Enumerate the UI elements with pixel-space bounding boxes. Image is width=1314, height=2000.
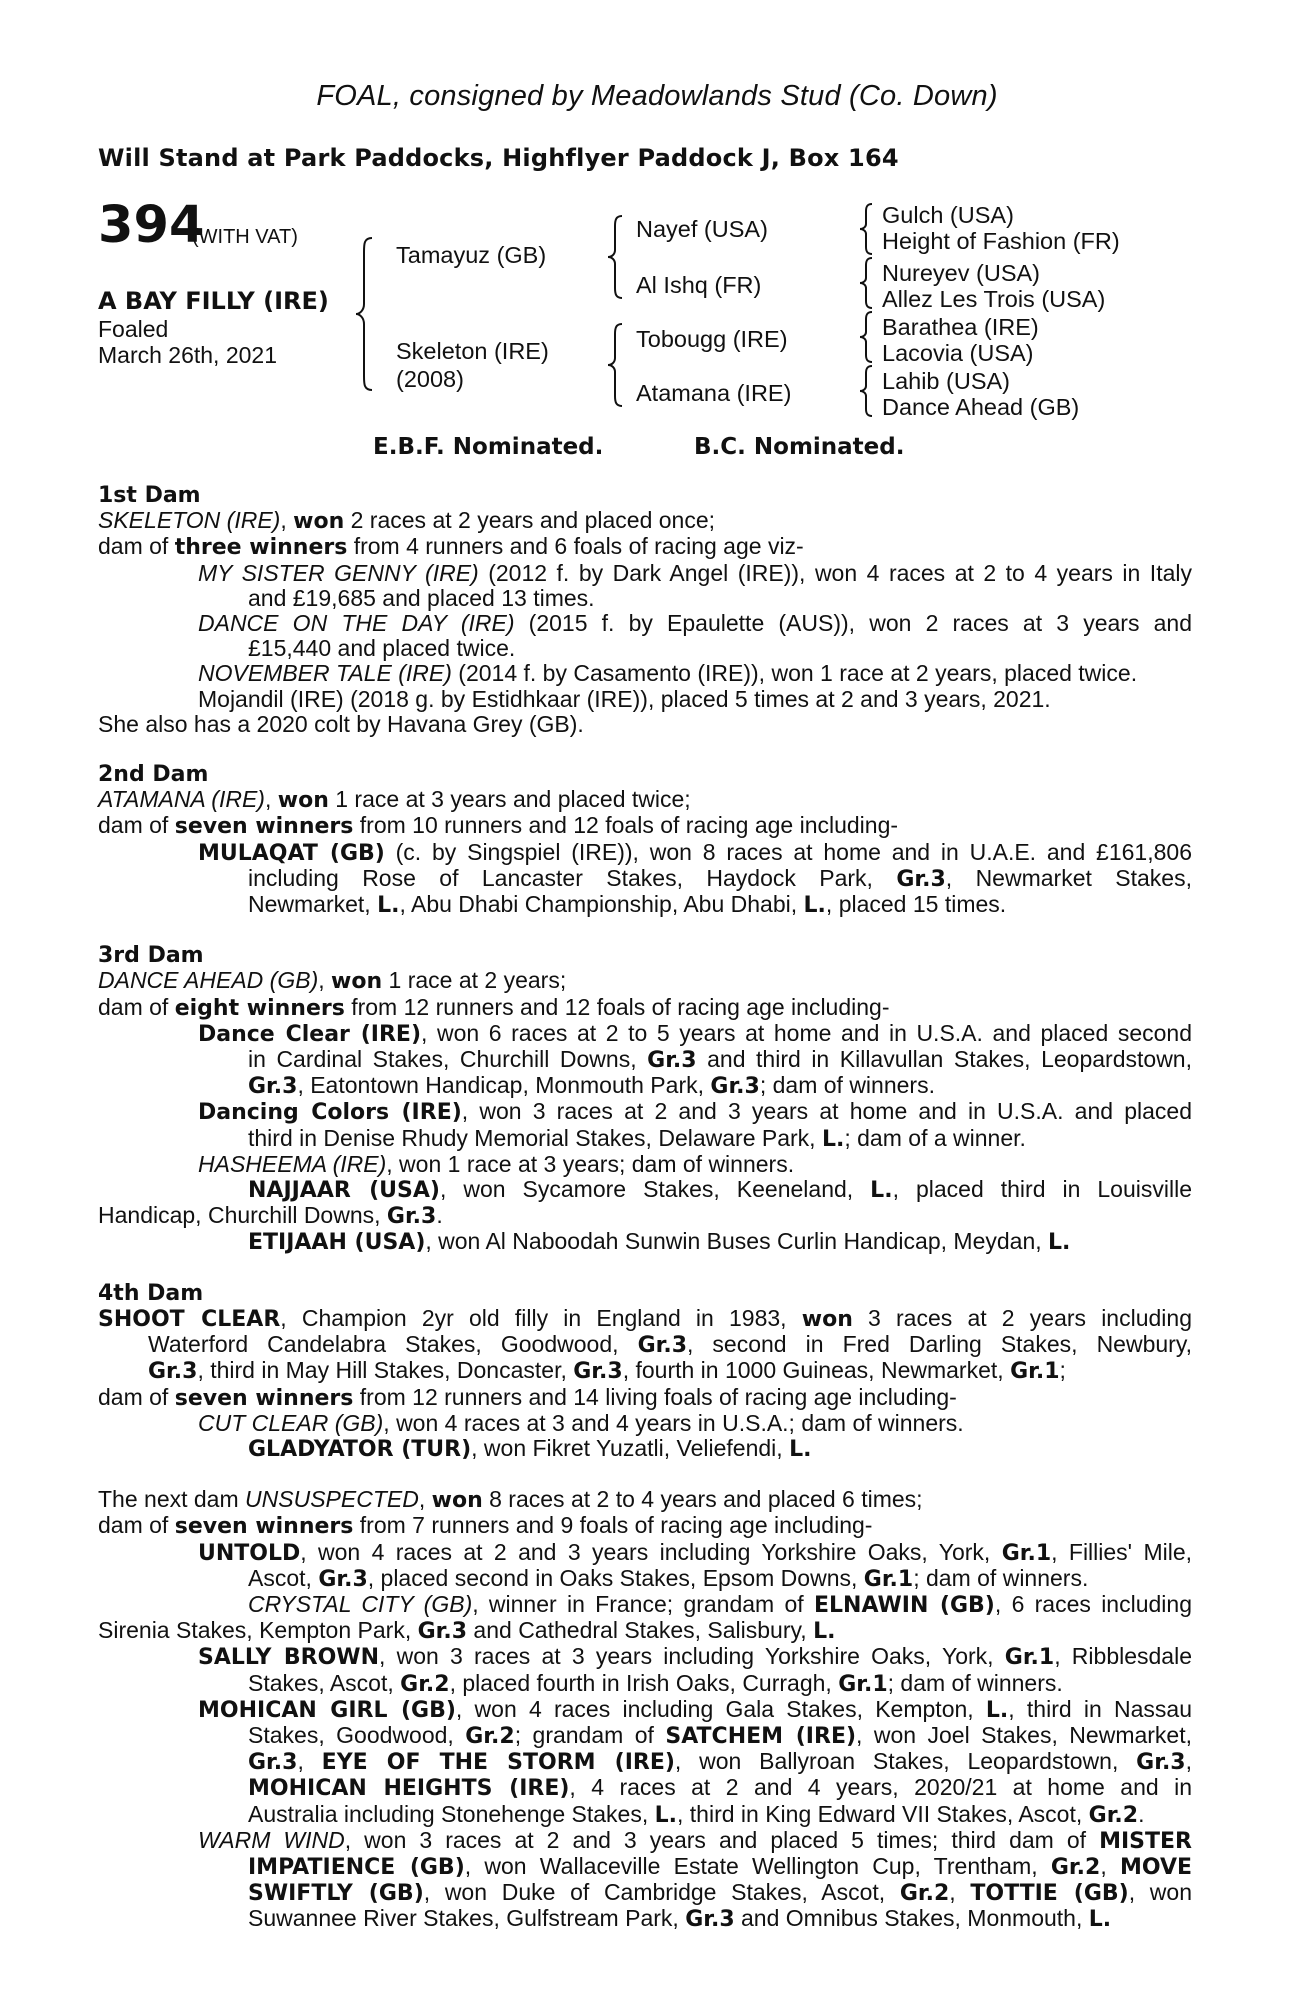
text-run: , won 4 races at 2 and 3 years including Yorkshire Oaks, York, [300,1538,1002,1565]
text-run: , won 4 races at 3 and 4 years in U.S.A.; dam of winners. [383,1409,964,1436]
section-heading: 3rd Dam [98,943,204,969]
text-run: ; grandam of [514,1721,666,1748]
record-line [98,561,1192,586]
text-run: . [1138,1800,1145,1827]
text-run: , third in May Hill Stakes, Doncaster, [197,1357,574,1384]
record-line [98,813,1192,839]
text-run: Ascot, [248,1564,319,1591]
text-run: , won Duke of Cambridge Stakes, Ascot, [423,1879,900,1906]
record-line [98,1540,1192,1566]
text-run: and Cathedral Stakes, Salisbury, [467,1617,814,1644]
text-run: , won Fikret Yuzatli, Veliefendi, [471,1434,790,1461]
text-run: dam of [98,533,175,560]
italic-text: DANCE AHEAD (GB) [98,967,319,994]
text-run: , won Sycamore Stakes, Keeneland, [439,1176,871,1203]
record-line [98,1436,1192,1462]
text-run: The next dam [98,1486,246,1513]
bold-text: won [431,1488,483,1514]
text-run: , Ribblesdale [1054,1643,1192,1670]
text-run: dam of [98,1383,175,1410]
record-line [98,840,1192,866]
pedigree-brace-g3-3 [858,310,876,364]
pedigree-brace-g3-4 [858,364,876,418]
text-run: from 12 runners and 12 foals of racing age including- [344,993,890,1020]
text-run: , placed 15 times. [825,891,1007,918]
text-run: (2012 f. by Dark Angel (IRE)), won 4 races at 2 to 4 years in Italy [478,559,1192,586]
record-line [98,1880,1192,1906]
text-run: Australia including Stonehenge Stakes, [248,1800,655,1827]
record-line [98,968,1192,994]
record-line [98,1099,1192,1125]
text-run: from 10 runners and 12 foals of racing age including- [353,812,899,839]
bold-text: Gr.1 [1010,1359,1060,1385]
pedigree-gen3-4: Allez Les Trois (USA) [882,286,1106,312]
text-run: , Newmarket Stakes, [945,864,1192,891]
pedigree-gen3-8: Dance Ahead (GB) [882,394,1080,420]
bold-text: L. [1048,1230,1071,1256]
text-run: , third in King Edward VII Stakes, Ascot, [677,1800,1089,1827]
pedigree-brace-dam [606,322,626,408]
horse-name: A BAY FILLY (IRE) [98,287,329,315]
pedigree-gen3-6: Lacovia (USA) [882,340,1034,366]
text-run: 1 race at 2 years; [382,967,567,994]
italic-text: HASHEEMA (IRE) [198,1150,387,1177]
pedigree-dam-year: (2008) [396,366,464,392]
record-line [98,1073,1192,1099]
text-run: Sirenia Stakes, Kempton Park, [98,1617,418,1644]
bold-text: ETIJAAH (USA) [248,1230,426,1256]
record-line [98,636,1192,661]
section-heading: 2nd Dam [98,762,209,788]
text-run: , fourth in 1000 Guineas, Newmarket, [622,1357,1011,1384]
bold-text: eight winners [174,995,345,1021]
bold-text: GLADYATOR (TUR) [248,1436,472,1462]
record-line [98,787,1192,813]
text-run: Suwannee River Stakes, Gulfstream Park, [248,1905,686,1932]
bold-text: IMPATIENCE (GB) [248,1854,465,1880]
text-run: ; dam of winners. [887,1669,1063,1696]
record-line [98,1723,1192,1749]
text-run: Newmarket, [248,891,378,918]
record-line [98,1385,1192,1411]
text-run: and third in Killavullan Stakes, Leopardstown, [696,1046,1192,1073]
record-line [98,1906,1192,1932]
record-line [98,892,1192,918]
bold-text: won [277,788,329,814]
record-line [98,712,1192,737]
pedigree-brace-g3-1 [858,202,876,256]
text-run: , won 4 races including Gala Stakes, Kempton, [455,1695,986,1722]
bold-text: TOTTIE (GB) [970,1881,1129,1907]
text-run: , 4 races at 2 and 4 years, 2020/21 at home and in [569,1774,1192,1801]
bold-text: seven winners [174,1385,354,1411]
foaled-date: March 26th, 2021 [98,342,278,368]
text-run: ; [1059,1357,1066,1384]
record-line [98,1126,1192,1152]
text-run: dam of [98,812,175,839]
bold-text: Gr.2 [1050,1854,1101,1880]
text-run: in Cardinal Stakes, Churchill Downs, [248,1046,648,1073]
text-run: , [418,1486,432,1513]
record-line [98,1487,1192,1513]
next-dam-section [98,1462,1192,1932]
bold-text: Gr.1 [1001,1540,1052,1566]
record-line [98,1802,1192,1828]
text-run: 8 races at 2 to 4 years and placed 6 times; [482,1486,923,1513]
text-run: £15,440 and placed twice. [248,635,516,662]
bold-text: Dancing Colors (IRE) [198,1100,462,1126]
bc-nomination: B.C. Nominated. [694,434,905,460]
bold-text: SHOOT CLEAR [98,1306,281,1332]
bold-text: SALLY BROWN [198,1645,379,1671]
italic-text: ATAMANA (IRE) [98,786,265,813]
produce-record [98,483,1192,1933]
text-run: 2 races at 2 years and placed once; [344,507,716,534]
italic-text: UNSUSPECTED [245,1486,419,1513]
pedigree-dam-sire: Tobougg (IRE) [636,326,788,352]
pedigree-brace-main [354,236,376,392]
text-run: , placed fourth in Irish Oaks, Curragh, [449,1669,839,1696]
bold-text: Gr.3 [637,1333,687,1359]
record-line [98,1592,1192,1618]
bold-text: Gr.2 [465,1723,515,1749]
text-run: Handicap, Churchill Downs, [98,1202,387,1229]
foaled-label: Foaled [98,316,169,342]
bold-text: Gr.3 [896,866,946,892]
bold-text: Gr.1 [838,1671,888,1697]
pedigree-sire-dam: Al Ishq (FR) [636,272,762,298]
text-run: , won 3 races at 2 and 3 years and placed 5 times; third dam of [344,1826,1100,1853]
bold-text: Gr.3 [248,1074,298,1100]
bold-text: EYE OF THE STORM (IRE) [321,1750,675,1776]
text-run: including Rose of Lancaster Stakes, Haydock Park, [248,864,897,891]
record-line [98,508,1192,534]
bold-text: Gr.3 [417,1619,468,1645]
text-run: Stakes, Goodwood, [248,1721,466,1748]
bold-text: won [801,1306,853,1332]
pedigree-gen3-2: Height of Fashion (FR) [882,228,1120,254]
pedigree-gen3-1: Gulch (USA) [882,202,1014,228]
text-run: dam of [98,1512,175,1539]
text-run: (2015 f. by Epaulette (AUS)), won 2 races at 3 years and [514,610,1193,637]
second-dam-section [98,737,1192,918]
record-line [98,586,1192,611]
bold-text: Gr.1 [1004,1645,1055,1671]
text-run: , Champion 2yr old filly in England in 1983, [280,1304,802,1331]
bold-text: three winners [174,535,348,561]
text-run: from 4 runners and 6 foals of racing age viz- [347,533,804,560]
pedigree-sire-sire: Nayef (USA) [636,216,768,242]
text-run: and £19,685 and placed 13 times. [248,584,595,611]
record-line [98,1229,1192,1255]
text-run: , [318,967,332,994]
text-run: , won [1128,1879,1192,1906]
bold-text: Gr.3 [1136,1750,1186,1776]
text-run: ; dam of winners. [759,1072,935,1099]
section-heading: 1st Dam [98,483,201,508]
record-line [98,1021,1192,1047]
bold-text: L. [1088,1907,1112,1933]
text-run: , 6 races including [994,1590,1192,1617]
text-run: , Eatontown Handicap, Monmouth Park, [297,1072,711,1099]
text-run: , [280,507,294,534]
pedigree-brace-sire [606,214,626,300]
record-line [98,534,1192,560]
pedigree-dam-dam: Atamana (IRE) [636,380,792,406]
pedigree-gen3-3: Nureyev (USA) [882,260,1041,286]
first-dam-section [98,483,1192,737]
record-line [98,1566,1192,1592]
text-run: (2014 f. by Casamento (IRE)), won 1 race at 2 years, placed twice. [451,660,1138,687]
italic-text: WARM WIND [198,1826,345,1853]
text-run: , [949,1879,971,1906]
pedigree-gen3-7: Lahib (USA) [882,368,1010,394]
record-line [98,661,1192,686]
bold-text: Gr.3 [573,1359,623,1385]
record-line [98,1618,1192,1644]
bold-text: Gr.3 [647,1048,697,1074]
text-run: 3 races at 2 years including [852,1304,1192,1331]
text-run: Waterford Candelabra Stakes, Goodwood, [148,1331,638,1358]
bold-text: SWIFTLY (GB) [248,1881,424,1907]
bold-text: MOVE [1119,1854,1193,1880]
bold-text: ELNAWIN (GB) [814,1592,995,1618]
bold-text: MULAQAT (GB) [198,840,385,866]
text-run: , won 3 races at 2 and 3 years at home and in U.S.A. and placed [461,1098,1192,1125]
bold-text: NAJJAAR (USA) [248,1178,440,1204]
bold-text: L. [821,1126,845,1152]
text-run: , second in Fred Darling Stakes, Newbury, [687,1331,1193,1358]
bold-text: Gr.1 [863,1566,914,1592]
bold-text: Gr.2 [1088,1802,1139,1828]
pedigree-brace-g3-2 [858,256,876,310]
bold-text: L. [985,1697,1009,1723]
bold-text: Gr.3 [248,1750,298,1776]
location-line: Will Stand at Park Paddocks, Highflyer Paddock J, Box 164 [98,144,899,172]
bold-text: L. [870,1178,893,1204]
text-run: Stakes, Ascot, [248,1669,401,1696]
text-run: , [264,786,278,813]
bold-text: L. [654,1802,677,1828]
bold-text: won [331,969,383,995]
record-line [98,1671,1192,1697]
bold-text: L. [813,1619,836,1645]
bold-text: MOHICAN HEIGHTS (IRE) [248,1776,570,1802]
record-line [98,1306,1192,1332]
record-line [98,1358,1192,1384]
text-run: , placed third in Louisville [892,1176,1193,1203]
text-run: , won Al Naboodah Sunwin Buses Curlin Handicap, Meydan, [425,1228,1049,1255]
bold-text: L. [789,1436,812,1462]
bold-text: MISTER [1099,1828,1192,1854]
italic-text: DANCE ON THE DAY (IRE) [198,610,515,637]
bold-text: L. [803,893,826,919]
text-run: , third in Nassau [1008,1695,1193,1722]
italic-text: NOVEMBER TALE (IRE) [198,660,452,687]
text-run: dam of [98,993,175,1020]
bold-text: seven winners [174,1514,354,1540]
bold-text: Dance Clear (IRE) [198,1021,422,1047]
text-run: (c. by Singspiel (IRE)), won 8 races at home and in U.A.E. and £161,806 [384,838,1192,865]
record-line [98,1775,1192,1801]
record-line [98,1047,1192,1073]
text-run: . [436,1202,443,1229]
italic-text: CRYSTAL CITY (GB) [248,1590,473,1617]
text-run: from 7 runners and 9 foals of racing age including- [353,1512,873,1539]
text-run: , Fillies' Mile, [1051,1538,1193,1565]
bold-text: Gr.2 [400,1671,450,1697]
text-run: , won Ballyroan Stakes, Leopardstown, [674,1748,1137,1775]
italic-text: CUT CLEAR (GB) [198,1409,384,1436]
text-run: , won Joel Stakes, Newmarket, [856,1721,1193,1748]
bold-text: L. [377,893,400,919]
bold-text: Gr.3 [710,1074,760,1100]
record-line [98,687,1192,712]
text-run: , winner in France; grandam of [472,1590,814,1617]
vat-label: (WITH VAT) [192,226,298,248]
record-line [98,1749,1192,1775]
text-run: , [1185,1748,1192,1775]
record-line [98,1177,1192,1203]
text-run: , placed second in Oaks Stakes, Epsom Downs, [367,1564,864,1591]
text-run: Mojandil (IRE) (2018 g. by Estidhkaar (IRE)), placed 5 times at 2 and 3 years, 2021. [198,685,1051,712]
text-run: , [297,1748,322,1775]
text-run: , won 3 races at 3 years including Yorkshire Oaks, York, [378,1643,1005,1670]
pedigree-gen3-5: Barathea (IRE) [882,314,1039,340]
lot-number: 394 [98,196,205,255]
italic-text: MY SISTER GENNY (IRE) [198,559,479,586]
record-line [98,1332,1192,1358]
bold-text: UNTOLD [198,1540,301,1566]
bold-text: Gr.3 [318,1566,368,1592]
record-line [98,995,1192,1021]
bold-text: Gr.3 [148,1359,198,1385]
third-dam-section [98,918,1192,1255]
record-line [98,1697,1192,1723]
text-run: from 12 runners and 14 living foals of racing age including- [353,1383,957,1410]
consignment-line: FOAL, consigned by Meadowlands Stud (Co. Down) [316,80,998,112]
bold-text: seven winners [174,814,354,840]
bold-text: Gr.3 [685,1907,735,1933]
record-line [98,1854,1192,1880]
ebf-nomination: E.B.F. Nominated. [373,434,604,460]
fourth-dam-section [98,1256,1192,1462]
italic-text: SKELETON (IRE) [98,507,281,534]
text-run: third in Denise Rhudy Memorial Stakes, Delaware Park, [248,1124,822,1151]
bold-text: SATCHEM (IRE) [665,1723,857,1749]
text-run: , Abu Dhabi Championship, Abu Dhabi, [399,891,804,918]
text-run: 1 race at 3 years and placed twice; [328,786,691,813]
pedigree-sire: Tamayuz (GB) [396,242,547,268]
text-run: ; dam of winners. [913,1564,1089,1591]
record-line [98,1513,1192,1539]
text-run: and Omnibus Stakes, Monmouth, [734,1905,1089,1932]
record-line [98,611,1192,636]
text-run: , won 1 race at 3 years; dam of winners. [386,1150,795,1177]
text-run: ; dam of a winner. [844,1124,1026,1151]
pedigree-dam: Skeleton (IRE) [396,338,549,364]
bold-text: won [293,509,345,535]
text-run: , [1100,1852,1120,1879]
text-run: , won Wallaceville Estate Wellington Cup, Trentham, [464,1852,1051,1879]
record-line [98,1203,1192,1229]
record-line [98,1152,1192,1177]
record-line [98,1644,1192,1670]
section-heading: 4th Dam [98,1280,204,1306]
record-line [98,1828,1192,1854]
text-run: She also has a 2020 colt by Havana Grey (GB). [98,710,584,737]
bold-text: Gr.3 [386,1204,437,1230]
bold-text: MOHICAN GIRL (GB) [198,1697,456,1723]
text-run: , won 6 races at 2 to 5 years at home and in U.S.A. and placed second [421,1019,1192,1046]
bold-text: Gr.2 [899,1881,950,1907]
record-line [98,1411,1192,1436]
record-line [98,866,1192,892]
